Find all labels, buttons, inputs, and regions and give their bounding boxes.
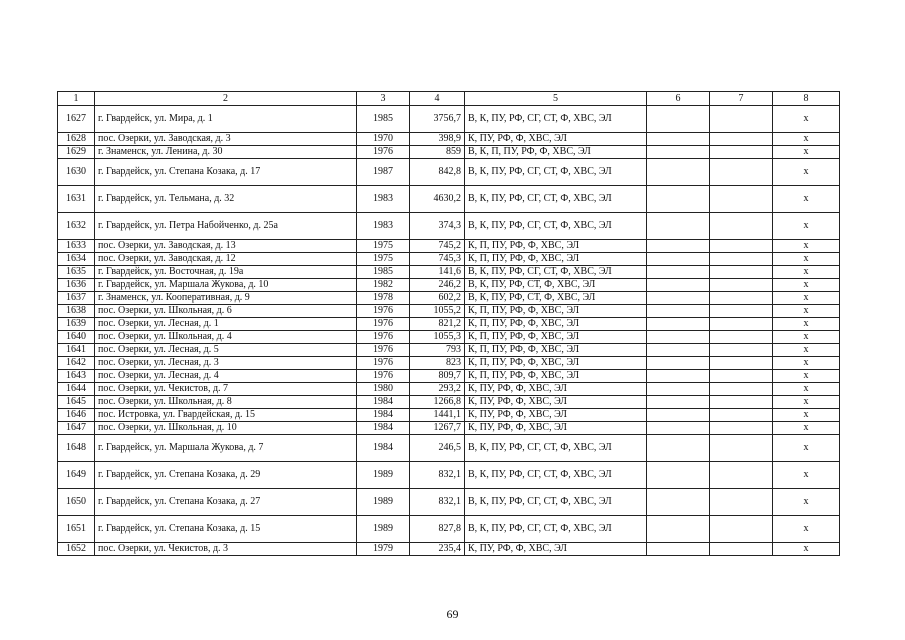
year-cell: 1984 xyxy=(357,409,410,422)
address-cell: пос. Озерки, ул. Чекистов, д. 3 xyxy=(95,543,357,556)
row-number-cell: 1633 xyxy=(58,240,95,253)
row-number-cell: 1629 xyxy=(58,146,95,159)
column-7-cell xyxy=(710,489,773,516)
mark-cell: x xyxy=(773,292,840,305)
row-number-cell: 1639 xyxy=(58,318,95,331)
column-6-cell xyxy=(647,305,710,318)
column-7-cell xyxy=(710,292,773,305)
table-row xyxy=(58,253,840,266)
systems-cell: К, П, ПУ, РФ, Ф, ХВС, ЭЛ xyxy=(465,240,647,253)
column-7-cell xyxy=(710,266,773,279)
mark-cell: x xyxy=(773,240,840,253)
year-cell: 1978 xyxy=(357,292,410,305)
column-header-7: 7 xyxy=(710,92,773,106)
column-6-cell xyxy=(647,266,710,279)
area-cell: 827,8 xyxy=(410,516,465,543)
row-number-cell: 1649 xyxy=(58,462,95,489)
column-7-cell xyxy=(710,383,773,396)
mark-cell: x xyxy=(773,383,840,396)
year-cell: 1989 xyxy=(357,516,410,543)
year-cell: 1984 xyxy=(357,422,410,435)
column-header-3: 3 xyxy=(357,92,410,106)
area-cell: 602,2 xyxy=(410,292,465,305)
year-cell: 1979 xyxy=(357,543,410,556)
column-6-cell xyxy=(647,344,710,357)
table-row xyxy=(58,489,840,516)
systems-cell: К, ПУ, РФ, Ф, ХВС, ЭЛ xyxy=(465,383,647,396)
table-row xyxy=(58,357,840,370)
address-cell: г. Гвардейск, ул. Петра Набойченко, д. 25а xyxy=(95,213,357,240)
systems-cell: В, К, ПУ, РФ, СТ, Ф, ХВС, ЭЛ xyxy=(465,279,647,292)
address-cell: г. Знаменск, ул. Кооперативная, д. 9 xyxy=(95,292,357,305)
row-number-cell: 1638 xyxy=(58,305,95,318)
area-cell: 832,1 xyxy=(410,462,465,489)
systems-cell: К, П, ПУ, РФ, Ф, ХВС, ЭЛ xyxy=(465,344,647,357)
table-row xyxy=(58,305,840,318)
address-cell: пос. Истровка, ул. Гвардейская, д. 15 xyxy=(95,409,357,422)
row-number-cell: 1644 xyxy=(58,383,95,396)
systems-cell: К, П, ПУ, РФ, Ф, ХВС, ЭЛ xyxy=(465,305,647,318)
column-6-cell xyxy=(647,292,710,305)
address-cell: г. Гвардейск, ул. Степана Козака, д. 17 xyxy=(95,159,357,186)
area-cell: 235,4 xyxy=(410,543,465,556)
column-6-cell xyxy=(647,422,710,435)
table-row xyxy=(58,462,840,489)
row-number-cell: 1628 xyxy=(58,133,95,146)
year-cell: 1976 xyxy=(357,331,410,344)
column-7-cell xyxy=(710,240,773,253)
systems-cell: К, ПУ, РФ, Ф, ХВС, ЭЛ xyxy=(465,543,647,556)
table-row xyxy=(58,279,840,292)
address-cell: г. Знаменск, ул. Ленина, д. 30 xyxy=(95,146,357,159)
address-cell: пос. Озерки, ул. Заводская, д. 3 xyxy=(95,133,357,146)
area-cell: 809,7 xyxy=(410,370,465,383)
column-6-cell xyxy=(647,279,710,292)
row-number-cell: 1631 xyxy=(58,186,95,213)
column-header-2: 2 xyxy=(95,92,357,106)
year-cell: 1976 xyxy=(357,370,410,383)
row-number-cell: 1627 xyxy=(58,106,95,133)
mark-cell: x xyxy=(773,435,840,462)
table-row xyxy=(58,240,840,253)
row-number-cell: 1634 xyxy=(58,253,95,266)
row-number-cell: 1645 xyxy=(58,396,95,409)
systems-cell: В, К, П, ПУ, РФ, Ф, ХВС, ЭЛ xyxy=(465,146,647,159)
table-row xyxy=(58,370,840,383)
systems-cell: К, ПУ, РФ, Ф, ХВС, ЭЛ xyxy=(465,409,647,422)
column-7-cell xyxy=(710,435,773,462)
systems-cell: К, П, ПУ, РФ, Ф, ХВС, ЭЛ xyxy=(465,318,647,331)
area-cell: 398,9 xyxy=(410,133,465,146)
table-body xyxy=(58,106,840,556)
mark-cell: x xyxy=(773,422,840,435)
column-header-4: 4 xyxy=(410,92,465,106)
year-cell: 1983 xyxy=(357,213,410,240)
column-6-cell xyxy=(647,516,710,543)
year-cell: 1984 xyxy=(357,396,410,409)
column-7-cell xyxy=(710,279,773,292)
column-6-cell xyxy=(647,489,710,516)
table-row xyxy=(58,318,840,331)
table-row xyxy=(58,516,840,543)
column-7-cell xyxy=(710,106,773,133)
mark-cell: x xyxy=(773,266,840,279)
address-cell: г. Гвардейск, ул. Маршала Жукова, д. 10 xyxy=(95,279,357,292)
year-cell: 1976 xyxy=(357,318,410,331)
area-cell: 745,3 xyxy=(410,253,465,266)
systems-cell: К, ПУ, РФ, Ф, ХВС, ЭЛ xyxy=(465,396,647,409)
area-cell: 293,2 xyxy=(410,383,465,396)
column-7-cell xyxy=(710,133,773,146)
address-cell: г. Гвардейск, ул. Степана Козака, д. 29 xyxy=(95,462,357,489)
area-cell: 141,6 xyxy=(410,266,465,279)
mark-cell: x xyxy=(773,344,840,357)
systems-cell: В, К, ПУ, РФ, СГ, СТ, Ф, ХВС, ЭЛ xyxy=(465,266,647,279)
mark-cell: x xyxy=(773,253,840,266)
systems-cell: В, К, ПУ, РФ, СГ, СТ, Ф, ХВС, ЭЛ xyxy=(465,186,647,213)
address-cell: пос. Озерки, ул. Заводская, д. 13 xyxy=(95,240,357,253)
column-6-cell xyxy=(647,396,710,409)
area-cell: 842,8 xyxy=(410,159,465,186)
column-7-cell xyxy=(710,146,773,159)
mark-cell: x xyxy=(773,146,840,159)
year-cell: 1985 xyxy=(357,266,410,279)
table-row xyxy=(58,292,840,305)
systems-cell: В, К, ПУ, РФ, СГ, СТ, Ф, ХВС, ЭЛ xyxy=(465,462,647,489)
mark-cell: x xyxy=(773,305,840,318)
systems-cell: В, К, ПУ, РФ, СГ, СТ, Ф, ХВС, ЭЛ xyxy=(465,435,647,462)
address-cell: пос. Озерки, ул. Школьная, д. 10 xyxy=(95,422,357,435)
column-7-cell xyxy=(710,331,773,344)
systems-cell: В, К, ПУ, РФ, СГ, СТ, Ф, ХВС, ЭЛ xyxy=(465,106,647,133)
systems-cell: В, К, ПУ, РФ, СГ, СТ, Ф, ХВС, ЭЛ xyxy=(465,516,647,543)
mark-cell: x xyxy=(773,409,840,422)
systems-cell: К, П, ПУ, РФ, Ф, ХВС, ЭЛ xyxy=(465,370,647,383)
table-row xyxy=(58,543,840,556)
address-cell: г. Гвардейск, ул. Тельмана, д. 32 xyxy=(95,186,357,213)
column-7-cell xyxy=(710,409,773,422)
column-7-cell xyxy=(710,253,773,266)
year-cell: 1975 xyxy=(357,240,410,253)
column-6-cell xyxy=(647,240,710,253)
systems-cell: В, К, ПУ, РФ, СТ, Ф, ХВС, ЭЛ xyxy=(465,292,647,305)
year-cell: 1976 xyxy=(357,357,410,370)
mark-cell: x xyxy=(773,159,840,186)
column-6-cell xyxy=(647,213,710,240)
row-number-cell: 1651 xyxy=(58,516,95,543)
row-number-cell: 1642 xyxy=(58,357,95,370)
column-header-8: 8 xyxy=(773,92,840,106)
column-6-cell xyxy=(647,357,710,370)
address-cell: г. Гвардейск, ул. Степана Козака, д. 15 xyxy=(95,516,357,543)
mark-cell: x xyxy=(773,331,840,344)
year-cell: 1980 xyxy=(357,383,410,396)
mark-cell: x xyxy=(773,462,840,489)
systems-cell: В, К, ПУ, РФ, СГ, СТ, Ф, ХВС, ЭЛ xyxy=(465,213,647,240)
address-cell: г. Гвардейск, ул. Степана Козака, д. 27 xyxy=(95,489,357,516)
mark-cell: x xyxy=(773,133,840,146)
column-header-5: 5 xyxy=(465,92,647,106)
area-cell: 1441,1 xyxy=(410,409,465,422)
systems-cell: К, ПУ, РФ, Ф, ХВС, ЭЛ xyxy=(465,422,647,435)
area-cell: 246,2 xyxy=(410,279,465,292)
column-7-cell xyxy=(710,159,773,186)
column-6-cell xyxy=(647,159,710,186)
address-cell: пос. Озерки, ул. Школьная, д. 8 xyxy=(95,396,357,409)
row-number-cell: 1630 xyxy=(58,159,95,186)
systems-cell: К, ПУ, РФ, Ф, ХВС, ЭЛ xyxy=(465,133,647,146)
area-cell: 1055,3 xyxy=(410,331,465,344)
column-7-cell xyxy=(710,186,773,213)
row-number-cell: 1647 xyxy=(58,422,95,435)
column-7-cell xyxy=(710,422,773,435)
mark-cell: x xyxy=(773,370,840,383)
column-number-row xyxy=(58,92,840,106)
systems-cell: К, П, ПУ, РФ, Ф, ХВС, ЭЛ xyxy=(465,357,647,370)
mark-cell: x xyxy=(773,543,840,556)
year-cell: 1983 xyxy=(357,186,410,213)
mark-cell: x xyxy=(773,318,840,331)
address-cell: г. Гвардейск, ул. Восточная, д. 19а xyxy=(95,266,357,279)
area-cell: 745,2 xyxy=(410,240,465,253)
row-number-cell: 1641 xyxy=(58,344,95,357)
year-cell: 1989 xyxy=(357,462,410,489)
address-cell: пос. Озерки, ул. Лесная, д. 4 xyxy=(95,370,357,383)
area-cell: 859 xyxy=(410,146,465,159)
table-row xyxy=(58,213,840,240)
mark-cell: x xyxy=(773,396,840,409)
area-cell: 246,5 xyxy=(410,435,465,462)
column-7-cell xyxy=(710,396,773,409)
table-row xyxy=(58,344,840,357)
housing-registry-table xyxy=(57,91,840,556)
year-cell: 1975 xyxy=(357,253,410,266)
page-number: 69 xyxy=(446,607,459,621)
year-cell: 1976 xyxy=(357,344,410,357)
column-6-cell xyxy=(647,331,710,344)
table-row xyxy=(58,396,840,409)
table-row xyxy=(58,383,840,396)
table-row xyxy=(58,435,840,462)
area-cell: 1055,2 xyxy=(410,305,465,318)
table-row xyxy=(58,133,840,146)
column-7-cell xyxy=(710,344,773,357)
table-row xyxy=(58,186,840,213)
row-number-cell: 1632 xyxy=(58,213,95,240)
mark-cell: x xyxy=(773,186,840,213)
address-cell: пос. Озерки, ул. Школьная, д. 4 xyxy=(95,331,357,344)
table-row xyxy=(58,422,840,435)
area-cell: 1266,8 xyxy=(410,396,465,409)
year-cell: 1984 xyxy=(357,435,410,462)
year-cell: 1985 xyxy=(357,106,410,133)
column-7-cell xyxy=(710,543,773,556)
mark-cell: x xyxy=(773,516,840,543)
column-7-cell xyxy=(710,305,773,318)
column-7-cell xyxy=(710,318,773,331)
column-6-cell xyxy=(647,543,710,556)
mark-cell: x xyxy=(773,489,840,516)
column-6-cell xyxy=(647,409,710,422)
address-cell: пос. Озерки, ул. Лесная, д. 5 xyxy=(95,344,357,357)
row-number-cell: 1637 xyxy=(58,292,95,305)
column-6-cell xyxy=(647,383,710,396)
row-number-cell: 1650 xyxy=(58,489,95,516)
area-cell: 823 xyxy=(410,357,465,370)
systems-cell: В, К, ПУ, РФ, СГ, СТ, Ф, ХВС, ЭЛ xyxy=(465,159,647,186)
address-cell: пос. Озерки, ул. Заводская, д. 12 xyxy=(95,253,357,266)
column-header-1: 1 xyxy=(58,92,95,106)
row-number-cell: 1640 xyxy=(58,331,95,344)
area-cell: 4630,2 xyxy=(410,186,465,213)
column-6-cell xyxy=(647,462,710,489)
column-6-cell xyxy=(647,253,710,266)
column-6-cell xyxy=(647,146,710,159)
table-row xyxy=(58,146,840,159)
column-7-cell xyxy=(710,213,773,240)
row-number-cell: 1648 xyxy=(58,435,95,462)
address-cell: г. Гвардейск, ул. Маршала Жукова, д. 7 xyxy=(95,435,357,462)
column-7-cell xyxy=(710,462,773,489)
area-cell: 832,1 xyxy=(410,489,465,516)
area-cell: 793 xyxy=(410,344,465,357)
table-row xyxy=(58,266,840,279)
systems-cell: К, П, ПУ, РФ, Ф, ХВС, ЭЛ xyxy=(465,253,647,266)
row-number-cell: 1636 xyxy=(58,279,95,292)
row-number-cell: 1652 xyxy=(58,543,95,556)
table-row xyxy=(58,331,840,344)
year-cell: 1976 xyxy=(357,305,410,318)
table-row xyxy=(58,106,840,133)
row-number-cell: 1635 xyxy=(58,266,95,279)
mark-cell: x xyxy=(773,279,840,292)
area-cell: 3756,7 xyxy=(410,106,465,133)
column-7-cell xyxy=(710,357,773,370)
mark-cell: x xyxy=(773,106,840,133)
column-6-cell xyxy=(647,133,710,146)
column-6-cell xyxy=(647,318,710,331)
year-cell: 1970 xyxy=(357,133,410,146)
column-6-cell xyxy=(647,435,710,462)
address-cell: пос. Озерки, ул. Чекистов, д. 7 xyxy=(95,383,357,396)
systems-cell: В, К, ПУ, РФ, СГ, СТ, Ф, ХВС, ЭЛ xyxy=(465,489,647,516)
year-cell: 1976 xyxy=(357,146,410,159)
column-6-cell xyxy=(647,106,710,133)
column-6-cell xyxy=(647,186,710,213)
area-cell: 374,3 xyxy=(410,213,465,240)
row-number-cell: 1646 xyxy=(58,409,95,422)
row-number-cell: 1643 xyxy=(58,370,95,383)
area-cell: 1267,7 xyxy=(410,422,465,435)
column-7-cell xyxy=(710,516,773,543)
table-row xyxy=(58,409,840,422)
address-cell: пос. Озерки, ул. Школьная, д. 6 xyxy=(95,305,357,318)
column-header-6: 6 xyxy=(647,92,710,106)
table-row xyxy=(58,159,840,186)
area-cell: 821,2 xyxy=(410,318,465,331)
year-cell: 1982 xyxy=(357,279,410,292)
year-cell: 1989 xyxy=(357,489,410,516)
systems-cell: К, П, ПУ, РФ, Ф, ХВС, ЭЛ xyxy=(465,331,647,344)
mark-cell: x xyxy=(773,213,840,240)
address-cell: пос. Озерки, ул. Лесная, д. 1 xyxy=(95,318,357,331)
mark-cell: x xyxy=(773,357,840,370)
address-cell: г. Гвардейск, ул. Мира, д. 1 xyxy=(95,106,357,133)
column-7-cell xyxy=(710,370,773,383)
column-6-cell xyxy=(647,370,710,383)
address-cell: пос. Озерки, ул. Лесная, д. 3 xyxy=(95,357,357,370)
year-cell: 1987 xyxy=(357,159,410,186)
